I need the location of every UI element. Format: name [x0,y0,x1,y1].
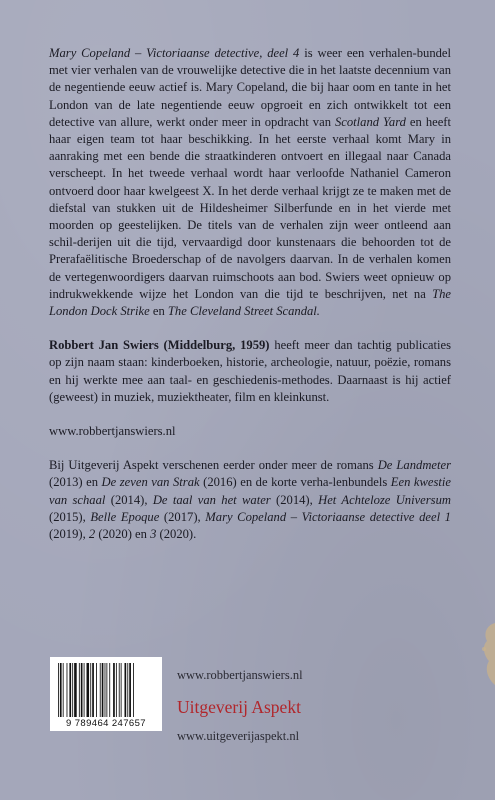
work-title: 2 [88,527,96,542]
publisher-website-link[interactable]: www.uitgeverijaspekt.nl [177,729,300,743]
work-title: De taal van het water [152,492,271,507]
blurb-text-segment: en heeft haar eigen team tot haar beschikking. In het eerste verhaal komt Mary in aanraking met een bende die straatkinderen ontvoert en illegaal naar Canada verscheept. In het tweede verhaal wordt haar verloofde Nathaniel Cameron ontvoerd door haar kwelgeest X. In het derde verhaal krijgt ze te maken met de diefstal van stukken uit de Hildesheimer Silberfunde en in het vierde met moorden op geestelijken. De titels van de verhalen zijn weer ontleend aan schil-derijen uit die tijd, vervaardigd door kunstenaars die behoorden tot de Prerafaëlitische Broederschap of de navolgers daarvan. In de verhalen komen de vertegenwoordigers daarvan ruimschoots aan bod. Swiers weet opnieuw op indrukwekkende wijze het London van die tijd te beschrijven, net na [49,114,451,301]
work-title: Belle Epoque [90,509,160,524]
work-title: De zeven van Strak [101,475,200,490]
author-website[interactable]: www.robbertjanswiers.nl [49,424,176,439]
work-title: De Landmeter [377,458,451,473]
isbn-barcode [50,657,162,731]
blurb-italic-segment: The Cleveland Street Scandal. [167,304,320,319]
author-website-link[interactable]: www.robbertjanswiers.nl [177,668,303,682]
works-text-segment: Bij Uitgeverij Aspekt verschenen eerder onder meer de romans [49,458,378,473]
barcode-bars [56,663,156,717]
work-title: Mary Copeland – Victoriaanse detective deel 1 [205,509,451,524]
isbn-number: 9 789464 247657 [66,718,146,729]
blurb-text-segment: is weer een verhalen-bundel met vier verhalen van de vrouwelijke detective die in het laatste decennium van de negentiende eeuw actief is. Mary Copeland, die bij haar oom en tante in het London van de late negentiende eeuw opgroeit en zich ontwikkelt tot een detective van allure, werkt onder meer in opdracht van [49,46,452,129]
author-name: Robbert Jan Swiers (Middelburg, 1959) [49,338,270,353]
work-title: Een kwestie van schaal [49,475,451,507]
works-text-segment: (2014), [270,492,319,507]
work-title: 3 [150,527,157,542]
book-title: Mary Copeland – Victoriaanse detective, deel 4 [49,46,300,60]
publisher-name: Uitgeverij Aspekt [177,697,301,717]
works-text-segment: (2020) en [95,527,151,542]
blurb-italic-segment: Scotland Yard [334,114,406,129]
blurb-italic-segment: The London Dock Strike [49,286,451,319]
works-text-segment: (2017), [159,509,206,524]
works-text-segment: (2014), [105,492,153,507]
works-text-segment: (2013) en [49,475,102,490]
author-bio [49,337,451,406]
works-text-segment: (2016) en de korte verha-lenbundels [199,475,391,490]
blurb-paragraph-1 [49,45,451,320]
works-text-segment: (2019), [49,527,89,542]
paint-stain [475,615,495,695]
previous-works [49,457,451,543]
works-text-segment: (2015), [49,509,91,524]
works-text-segment: (2020). [156,527,197,542]
blurb-text [49,45,451,560]
work-title: Het Achteloze Universum [318,492,451,507]
author-bio-text: heeft meer dan tachtig publicaties op zijn naam staan: kinderboeken, historie, archeologie, natuur, poëzie, romans en hij werkte mee aan taal- en geschiedenis-methodes. Daarnaast is hij actief (geweest) in muziek, muziektheater, film en kleinkunst. [49,338,451,404]
blurb-text-segment: en [149,304,168,319]
